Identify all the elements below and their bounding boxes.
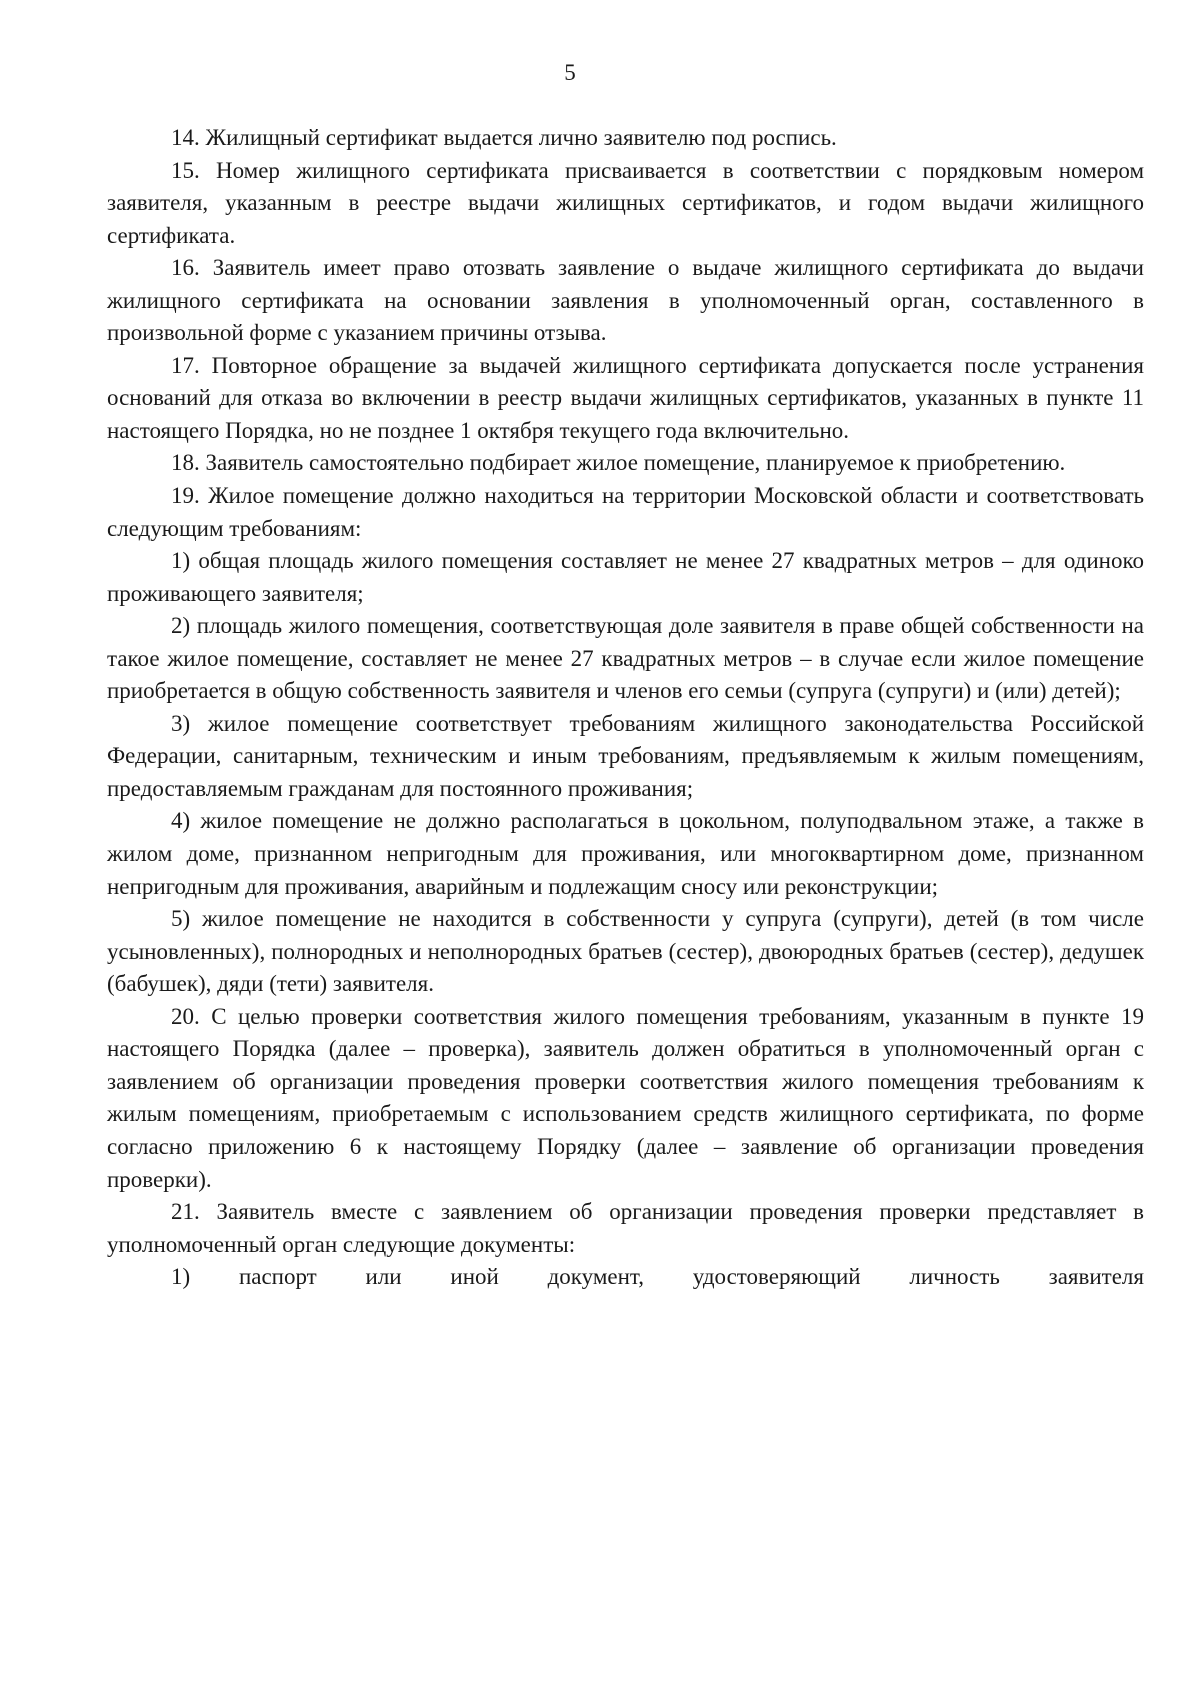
paragraph-16: 16. Заявитель имеет право отозвать заявление о выдаче жилищного сертификата до выдачи жилищного сертификата на основании заявления в уполномоченный орган, составленного в произвольной форме с указанием причины отзыва. xyxy=(107,255,1144,346)
paragraph-19: 19. Жилое помещение должно находиться на территории Московской области и соответствовать следующим требованиям: xyxy=(107,483,1144,541)
paragraph-19-item-4: 4) жилое помещение не должно располагаться в цокольном, полуподвальном этаже, а также в жилом доме, признанном непригодным для проживания, или многоквартирном доме, признанном непригодным для проживания, аварийным и подлежащим сносу или реконструкции; xyxy=(107,808,1144,899)
paragraph-15: 15. Номер жилищного сертификата присваивается в соответствии с порядковым номером заявителя, указанным в реестре выдачи жилищных сертификатов, и годом выдачи жилищного сертификата. xyxy=(107,157,1144,248)
page-number: 5 xyxy=(564,60,576,85)
paragraph-19-item-5: 5) жилое помещение не находится в собственности у супруга (супруги), детей (в том числе усыновленных), полнородных и неполнородных братьев (сестер), двоюродных братьев (сестер), дедушек (бабушек), дяди (тети) заявителя. xyxy=(107,906,1144,997)
paragraph-18: 18. Заявитель самостоятельно подбирает жилое помещение, планируемое к приобретению. xyxy=(171,450,1066,476)
paragraph-19-item-2: 2) площадь жилого помещения, соответствующая доле заявителя в праве общей собственности на такое жилое помещение, составляет не менее 27 квадратных метров – в случае если жилое помещение приобретается в общую собственность заявителя и членов его семьи (супруга (супруги) и (или) детей); xyxy=(107,613,1144,704)
document-body xyxy=(107,122,1144,1294)
paragraph-19-item-1: 1) общая площадь жилого помещения составляет не менее 27 квадратных метров – для одиноко проживающего заявителя; xyxy=(107,548,1144,606)
paragraph-21: 21. Заявитель вместе с заявлением об организации проведения проверки представляет в уполномоченный орган следующие документы: xyxy=(107,1199,1144,1257)
paragraph-14: 14. Жилищный сертификат выдается лично заявителю под роспись. xyxy=(171,125,837,150)
paragraph-17: 17. Повторное обращение за выдачей жилищного сертификата допускается после устранения оснований для отказа во включении в реестр выдачи жилищных сертификатов, указанных в пункте 11 настоящего Порядка, но не позднее 1 октября текущего года включительно. xyxy=(107,352,1144,443)
paragraph-21-item-1: 1) паспорт или иной документ, удостоверяющий личность заявителя xyxy=(171,1264,1144,1290)
paragraph-19-item-3: 3) жилое помещение соответствует требованиям жилищного законодательства Российской Федерации, санитарным, техническим и иным требованиям, предъявляемым к жилым помещениям, предоставляемым гражданам для постоянного проживания; xyxy=(107,710,1144,801)
paragraph-20: 20. С целью проверки соответствия жилого помещения требованиям, указанным в пункте 19 настоящего Порядка (далее – проверка), заявитель должен обратиться в уполномоченный орган с заявлением об организации проведения проверки соответствия жилого помещения требованиям к жилым помещениям, приобретаемым с использованием средств жилищного сертификата, по форме согласно приложению 6 к настоящему Порядку (далее – заявление об организации проведения проверки). xyxy=(107,1003,1144,1192)
